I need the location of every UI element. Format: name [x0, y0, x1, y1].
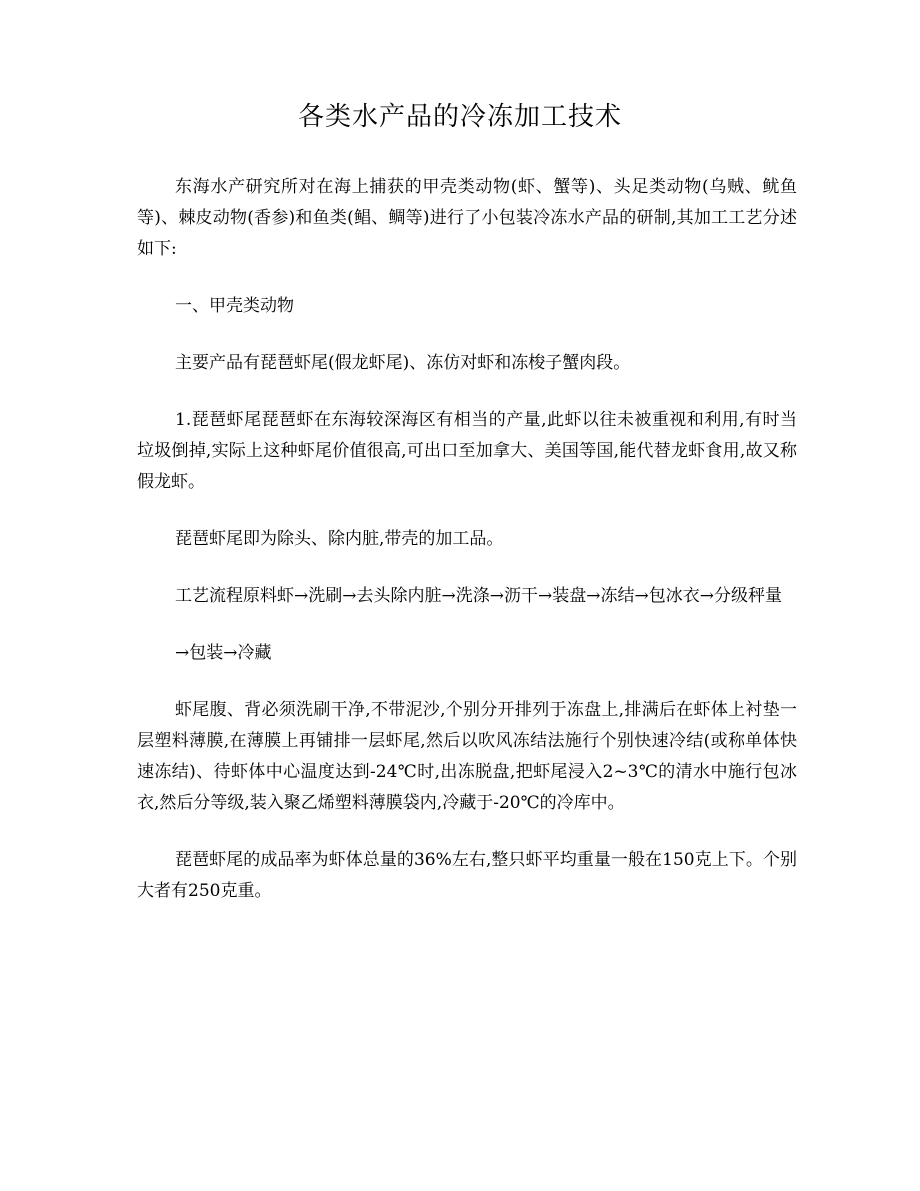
process-flow-continued: →包装→冷藏: [175, 643, 272, 663]
processing-details-paragraph: 虾尾腹、背必须洗刷干净,不带泥沙,个别分开排列于冻盘上,排满后在虾体上衬垫一层塑料薄膜,在薄膜上再铺排一层虾尾,然后以吹风冻结法施行个别快速冷结(或称单体快速冻结)、待虾体中心温度达到-24℃时,出冻脱盘,把虾尾浸入2~3℃的清水中施行包冰衣,然后分等级,装入聚乙烯塑料薄膜袋内,冷藏于-20℃的冷库中。: [137, 700, 797, 813]
yield-paragraph: 琵琶虾尾的成品率为虾体总量的36%左右,整只虾平均重量一般在150克上下。个别大者有250克重。: [137, 850, 797, 901]
intro-paragraph: 东海水产研究所对在海上捕获的甲壳类动物(虾、蟹等)、头足类动物(乌贼、鱿鱼等)、棘皮动物(香参)和鱼类(鲳、鲷等)进行了小包装冷冻水产品的研制,其加工工艺分述如下:: [137, 177, 797, 259]
section-heading-crustaceans: 一、甲壳类动物: [175, 296, 294, 316]
document-title: 各类水产品的冷冻加工技术: [297, 102, 622, 132]
document-body: [137, 172, 797, 933]
process-flow-paragraph: 工艺流程原料虾→洗刷→去头除内脏→洗涤→沥干→装盘→冻结→包冰衣→分级秤量: [175, 586, 782, 606]
main-products-paragraph: 主要产品有琵琶虾尾(假龙虾尾)、冻仿对虾和冻梭子蟹肉段。: [175, 353, 631, 373]
item-1-paragraph: 1.琵琶虾尾琵琶虾在东海较深海区有相当的产量,此虾以往未被重视和利用,有时当垃圾倒掉,实际上这种虾尾价值很高,可出口至加拿大、美国等国,能代替龙虾食用,故又称假龙虾。: [137, 410, 797, 492]
definition-paragraph: 琵琶虾尾即为除头、除内脏,带壳的加工品。: [175, 529, 504, 549]
